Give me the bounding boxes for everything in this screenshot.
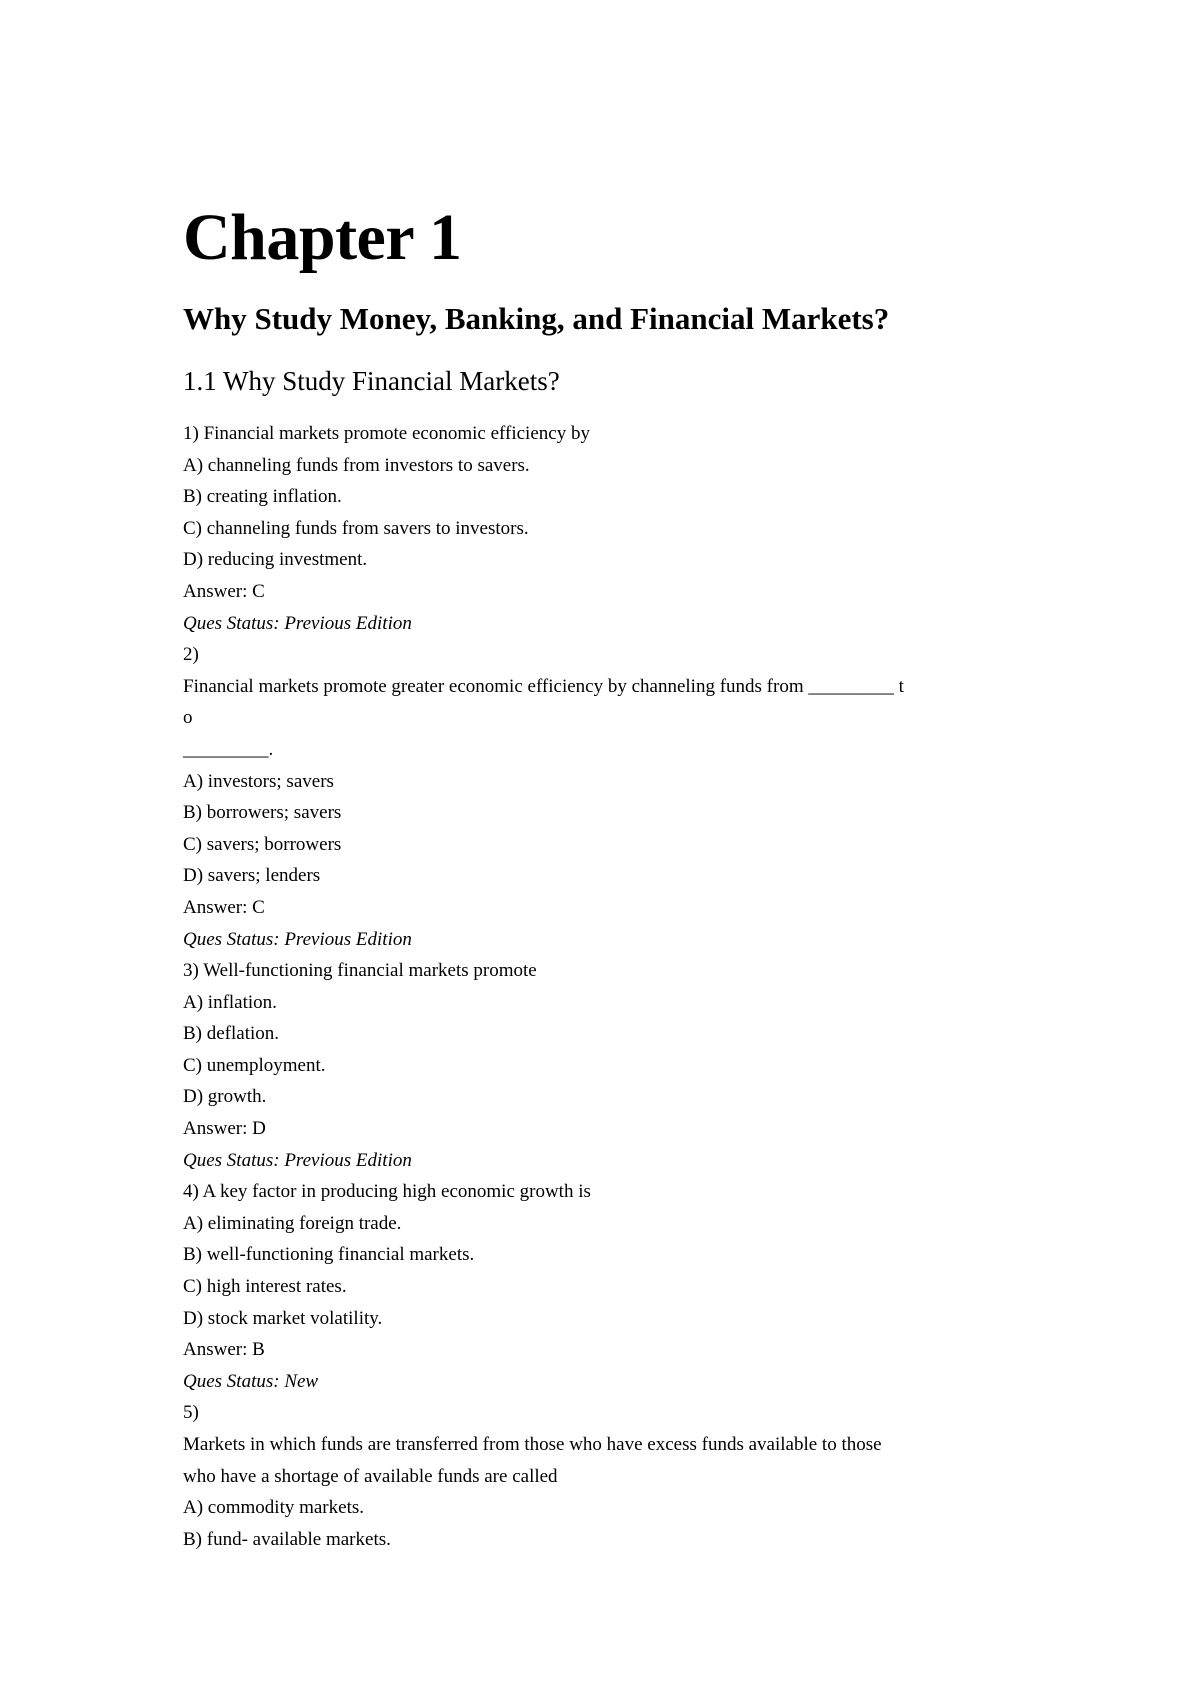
text-line: 3) Well-functioning financial markets promote	[183, 960, 537, 982]
text-line: Answer: C	[183, 896, 265, 918]
text-line: _________.	[183, 738, 274, 760]
text-line: D) savers; lenders	[183, 865, 321, 887]
text-line: Answer: C	[183, 580, 265, 602]
text-line: who have a shortage of available funds are called	[183, 1465, 558, 1487]
text-line: A) eliminating foreign trade.	[183, 1212, 402, 1234]
text-line: D) growth.	[183, 1086, 267, 1108]
text-line: C) high interest rates.	[183, 1276, 347, 1298]
text-line: B) creating inflation.	[183, 486, 342, 508]
text-line: B) fund- available markets.	[183, 1528, 391, 1550]
text-line: B) well-functioning financial markets.	[183, 1244, 475, 1266]
text-line: A) commodity markets.	[183, 1497, 364, 1519]
text-line: o	[183, 707, 193, 729]
text-line: Answer: B	[183, 1339, 265, 1361]
question-list	[183, 418, 1023, 1555]
section-title: 1.1 Why Study Financial Markets?	[183, 366, 560, 396]
text-line: 5)	[183, 1402, 199, 1424]
chapter-subtitle: Why Study Money, Banking, and Financial Markets?	[183, 301, 890, 336]
text-line: A) investors; savers	[183, 770, 334, 792]
text-line: B) deflation.	[183, 1023, 280, 1045]
text-line: C) channeling funds from savers to investors.	[183, 517, 529, 539]
text-line: C) savers; borrowers	[183, 833, 342, 855]
question-status: Ques Status: Previous Edition	[183, 928, 412, 950]
text-line: D) stock market volatility.	[183, 1307, 383, 1329]
text-line: 4) A key factor in producing high economic growth is	[183, 1181, 591, 1203]
text-line: C) unemployment.	[183, 1054, 326, 1076]
question-status: Ques Status: New	[183, 1370, 319, 1392]
text-line: A) channeling funds from investors to savers.	[183, 454, 530, 476]
question-status: Ques Status: Previous Edition	[183, 612, 412, 634]
question-status: Ques Status: Previous Edition	[183, 1149, 412, 1171]
text-line: Financial markets promote greater economic efficiency by channeling funds from _________ t	[183, 675, 904, 697]
text-line: D) reducing investment.	[183, 549, 368, 571]
text-line: B) borrowers; savers	[183, 802, 342, 824]
text-line: Markets in which funds are transferred from those who have excess funds available to those	[183, 1434, 882, 1455]
chapter-title: Chapter 1	[183, 201, 462, 274]
text-line: A) inflation.	[183, 991, 277, 1013]
text-line: 2)	[183, 644, 199, 666]
text-line: 1) Financial markets promote economic efficiency by	[183, 423, 590, 444]
text-line: Answer: D	[183, 1118, 266, 1140]
